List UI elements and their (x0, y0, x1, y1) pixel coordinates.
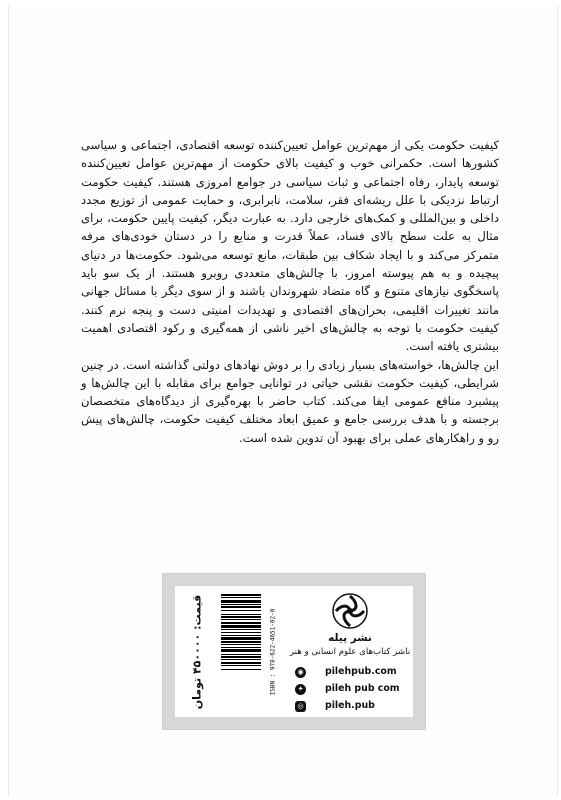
book-back-cover (8, 6, 558, 796)
instagram-icon: ◎ (295, 701, 306, 712)
contact-twitter-text: pileh pub com (325, 683, 400, 694)
blurb-paragraph-2: این چالش‌ها، خواسته‌های بسیار زیادی را بر دوش نهادهای دولتی گذاشته است. در چنین شرایطی، کیفیت حکومت نقشی حیاتی در توانایی جوامع برای مقابله با این چالش‌ها و پیشبرد منافع عمومی ایفا می‌کند. کتاب حاضر با بهره‌گیری از دیدگاه‌های متخصصان برجسته و با هدف بررسی جامع و عمیق ابعاد مختلف کیفیت حکومت، چالش‌های پیش رو و راهکارهای عملی برای بهبود آن تدوین شده است. (81, 357, 499, 445)
web-icon: ◉ (295, 667, 306, 678)
twitter-icon: ✦ (295, 684, 306, 695)
contact-instagram-text: pileh.pub (325, 700, 375, 711)
contact-instagram (295, 700, 413, 714)
barcode-image (221, 592, 269, 712)
publisher-tagline: ناشر کتاب‌های علوم انسانی و هنر (289, 647, 411, 657)
publisher-info (287, 586, 413, 717)
publisher-name: نشر پیله (328, 632, 372, 644)
contact-website-text: pilehpub.com (325, 666, 397, 677)
blurb-text (81, 136, 499, 447)
contact-website (295, 666, 413, 680)
contact-twitter (295, 683, 413, 697)
publisher-panel-inner (175, 586, 413, 717)
blurb-paragraph-1: کیفیت حکومت یکی از مهم‌ترین عوامل تعیین‌کننده توسعه اقتصادی، اجتماعی و سیاسی کشورها است. حکمرانی خوب و کیفیت بالای حکومت از مهم‌ترین عوامل تعیین‌کننده توسعه پایدار، رفاه اجتماعی و ثبات سیاسی در جوامع امروزی هستند. کیفیت حکومت ارتباط نزدیکی با علل ریشه‌ای فقر، سلامت، نابرابری، و حمایت عمومی از توزیع مجدد داخلی و بین‌المللی و کمک‌های خارجی دارد. به عبارت دیگر، کیفیت پایین حکومت، برای مثال به علت سطح بالای فساد، عملاً قدرت و منابع را در دستان خودی‌های مرفه متمرکز می‌کند و با ایجاد شکاف بین طبقات، مانع توسعه می‌شود. حکومت‌ها در دنیای پیچیده و به هم پیوسته امروز، با چالش‌های متعددی روبرو هستند. از یک سو باید پاسخگوی نیازهای متنوع و گاه متضاد شهروندان باشند و از سوی دیگر با مسائل جهانی مانند تغییرات اقلیمی، بحران‌های اقتصادی و تهدیدات امنیتی دست و پنجه نرم کنند. کیفیت حکومت با توجه به چالش‌های اخیر ناشی از همه‌گیری و رکود اقتصادی اهمیت بیشتری یافته است. (81, 138, 499, 354)
price-text: قیمت: ۴۵۰۰۰۰ تومان (190, 594, 204, 710)
publisher-logo-icon (331, 592, 369, 630)
isbn-text: ISBN : 978-622-4651-02-0 (269, 608, 277, 696)
publisher-panel (162, 573, 426, 730)
price-label (175, 586, 219, 717)
